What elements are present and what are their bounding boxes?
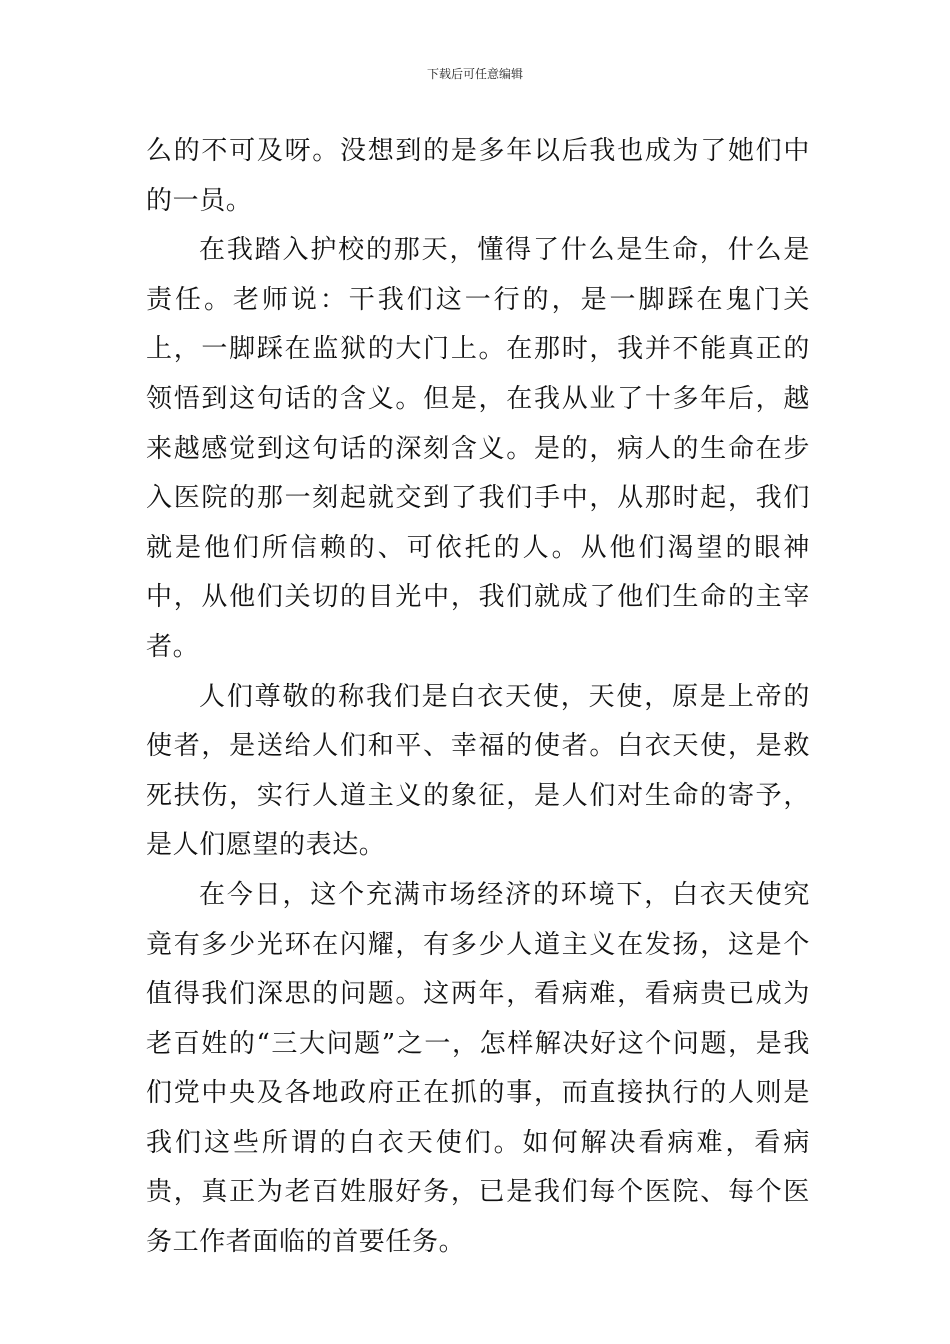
page-header: 下载后可任意编辑 xyxy=(426,67,523,81)
document-body xyxy=(146,127,810,1268)
paragraph-white-angels: 人们尊敬的称我们是白衣天使，天使，原是上帝的使者，是送给人们和平、幸福的使者。白衣天使，是救死扶伤，实行人道主义的象征，是人们对生命的寄予，是人们愿望的表达。 xyxy=(146,681,810,861)
paragraph-market-economy: 在今日，这个充满市场经济的环境下，白衣天使究竟有多少光环在闪耀，有多少人道主义在发扬，这是个值得我们深思的问题。这两年，看病难，看病贵已成为老百姓的“三大问题”之一，怎样解决好这个问题，是我们党中央及各地政府正在抓的事，而直接执行的人则是我们这些所谓的白衣天使们。如何解决看病难，看病贵，真正为老百姓服好务，已是我们每个医院、每个医务工作者面临的首要任务。 xyxy=(146,879,810,1258)
paragraph-continuation: 么的不可及呀。没想到的是多年以后我也成为了她们中的一员。 xyxy=(146,136,810,216)
paragraph-nursing-school: 在我踏入护校的那天，懂得了什么是生命，什么是责任。老师说：干我们这一行的，是一脚踩在鬼门关上，一脚踩在监狱的大门上。在那时，我并不能真正的领悟到这句话的含义。但是，在我从业了十多年后，越来越感觉到这句话的深刻含义。是的，病人的生命在步入医院的那一刻起就交到了我们手中，从那时起，我们就是他们所信赖的、可依托的人。从他们渴望的眼神中，从他们关切的目光中，我们就成了他们生命的主宰者。 xyxy=(146,235,810,662)
